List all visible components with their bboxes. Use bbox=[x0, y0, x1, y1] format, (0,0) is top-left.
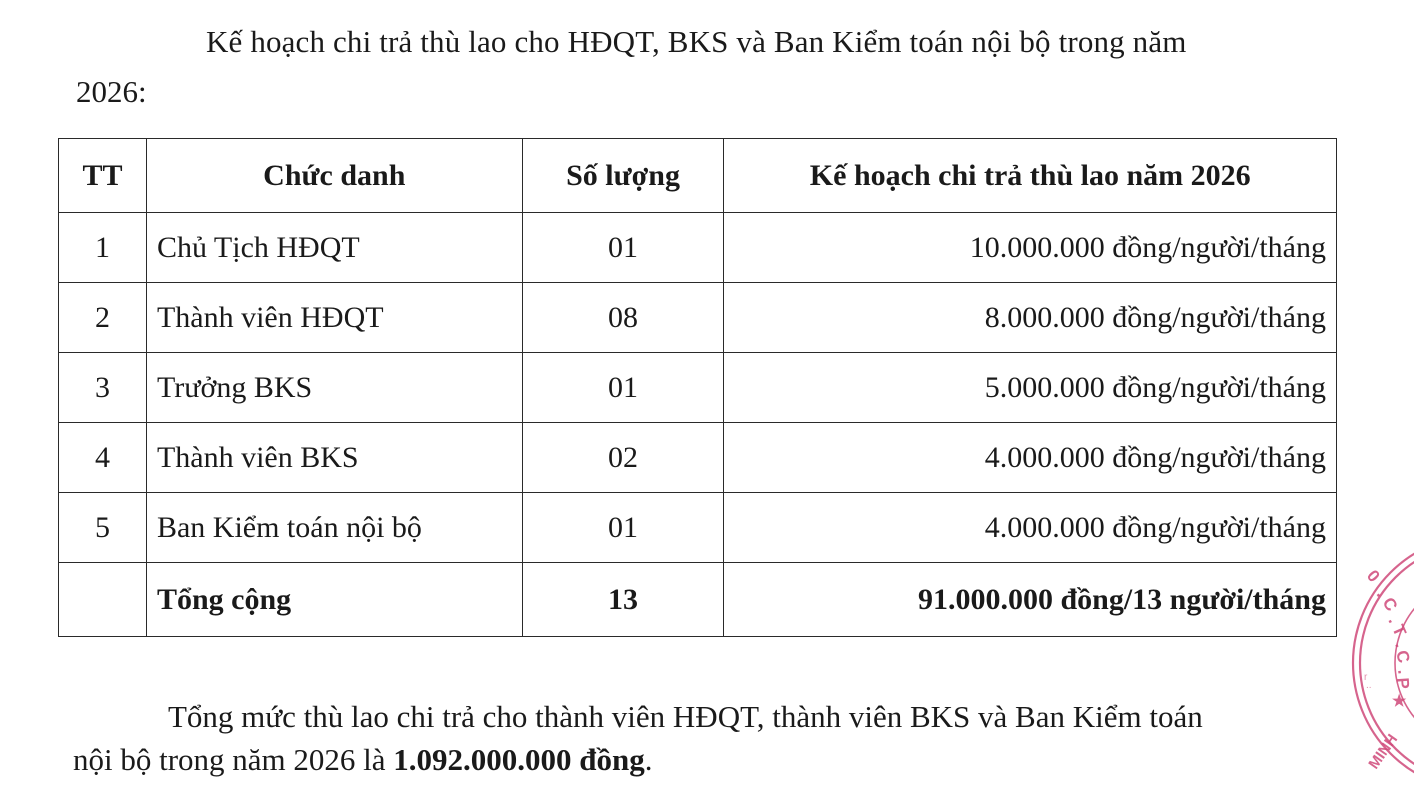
row-title: Ban Kiểm toán nội bộ bbox=[146, 493, 522, 563]
row-plan: 4.000.000 đồng/người/tháng bbox=[724, 423, 1337, 493]
svg-text:T: T bbox=[1388, 621, 1410, 640]
company-seal-stamp-icon bbox=[1346, 528, 1414, 798]
table-total-row bbox=[59, 563, 1337, 637]
row-quantity: 01 bbox=[522, 353, 724, 423]
header-title: Chức danh bbox=[146, 139, 522, 213]
row-number: 2 bbox=[59, 283, 147, 353]
header-quantity: Số lượng bbox=[522, 139, 724, 213]
intro-paragraph-line-1: Kế hoạch chi trả thù lao cho HĐQT, BKS và Ban Kiểm toán nội bộ trong năm bbox=[206, 24, 1187, 59]
svg-text:r: r bbox=[1364, 672, 1368, 683]
svg-text:.: . bbox=[1372, 585, 1392, 601]
summary-prefix: nội bộ trong năm 2026 là bbox=[73, 742, 394, 777]
table-row bbox=[59, 423, 1337, 493]
total-number bbox=[59, 563, 147, 637]
row-title: Chủ Tịch HĐQT bbox=[146, 213, 522, 283]
svg-text:0: 0 bbox=[1362, 566, 1384, 586]
row-quantity: 01 bbox=[522, 213, 724, 283]
svg-text:..: .. bbox=[1366, 680, 1372, 691]
table-row bbox=[59, 493, 1337, 563]
row-plan: 5.000.000 đồng/người/tháng bbox=[724, 353, 1337, 423]
table-row bbox=[59, 353, 1337, 423]
svg-text:C: C bbox=[1378, 594, 1402, 615]
table-row bbox=[59, 213, 1337, 283]
row-number: 1 bbox=[59, 213, 147, 283]
svg-text:★: ★ bbox=[1392, 693, 1407, 710]
row-number: 3 bbox=[59, 353, 147, 423]
summary-paragraph-line-1: Tổng mức thù lao chi trả cho thành viên HĐQT, thành viên BKS và Ban Kiểm toán bbox=[168, 699, 1203, 734]
total-label: Tổng cộng bbox=[146, 563, 522, 637]
total-quantity: 13 bbox=[522, 563, 724, 637]
summary-total-amount: 1.092.000.000 đồng bbox=[393, 742, 645, 777]
header-tt: TT bbox=[59, 139, 147, 213]
summary-paragraph-line-2 bbox=[73, 740, 653, 780]
total-plan: 91.000.000 đồng/13 người/tháng bbox=[724, 563, 1337, 637]
header-plan: Kế hoạch chi trả thù lao năm 2026 bbox=[724, 139, 1337, 213]
intro-paragraph-line-2: 2026: bbox=[76, 74, 147, 109]
svg-text:C: C bbox=[1392, 648, 1414, 665]
row-number: 5 bbox=[59, 493, 147, 563]
row-plan: 10.000.000 đồng/người/tháng bbox=[724, 213, 1337, 283]
row-quantity: 01 bbox=[522, 493, 724, 563]
svg-text:.: . bbox=[1384, 612, 1404, 627]
svg-text:.: . bbox=[1391, 639, 1411, 650]
svg-text:.: . bbox=[1394, 667, 1414, 676]
row-title: Thành viên BKS bbox=[146, 423, 522, 493]
row-title: Thành viên HĐQT bbox=[146, 283, 522, 353]
svg-text:MINH: MINH bbox=[1365, 731, 1402, 773]
remuneration-table bbox=[58, 138, 1337, 637]
row-number: 4 bbox=[59, 423, 147, 493]
row-quantity: 02 bbox=[522, 423, 724, 493]
row-title: Trưởng BKS bbox=[146, 353, 522, 423]
table-row bbox=[59, 283, 1337, 353]
svg-text:P: P bbox=[1393, 676, 1413, 690]
row-plan: 8.000.000 đồng/người/tháng bbox=[724, 283, 1337, 353]
row-quantity: 08 bbox=[522, 283, 724, 353]
row-plan: 4.000.000 đồng/người/tháng bbox=[724, 493, 1337, 563]
summary-suffix: . bbox=[644, 742, 653, 777]
table-header-row bbox=[59, 139, 1337, 213]
